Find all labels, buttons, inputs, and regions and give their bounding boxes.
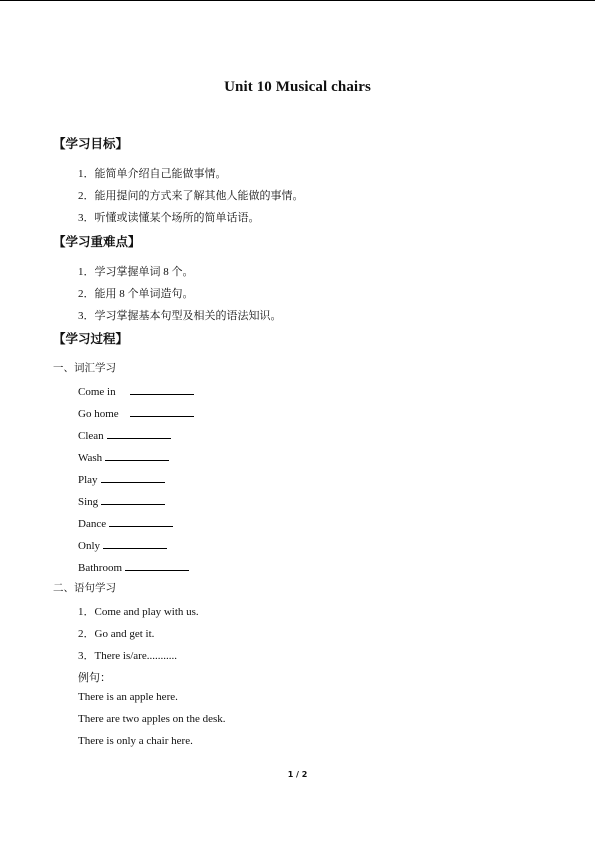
blank-line — [109, 515, 173, 527]
key-point-item: 3．学习掌握基本句型及相关的语法知识。 — [78, 310, 282, 322]
vocab-row — [78, 493, 165, 508]
vocab-word: Bathroom — [78, 562, 122, 574]
sentence-item: 3．There is/are........... — [78, 650, 177, 662]
vocab-word: Only — [78, 540, 100, 552]
vocab-row — [78, 427, 171, 442]
section-heading-goals: 【学习目标】 — [53, 136, 129, 151]
example-sentence: There is an apple here. — [78, 691, 178, 703]
page-title: Unit 10 Musical chairs — [224, 79, 371, 95]
blank-line — [130, 383, 194, 395]
example-label: 例句： — [78, 672, 111, 684]
vocab-row — [78, 559, 189, 574]
vocab-heading: 一、词汇学习 — [53, 362, 116, 374]
vocab-word: Sing — [78, 496, 99, 508]
top-rule — [0, 0, 595, 1]
goal-item: 3．听懂或读懂某个场所的简单话语。 — [78, 212, 260, 224]
blank-line — [107, 427, 171, 439]
vocab-word: Come in — [78, 386, 116, 398]
sentence-item: 2．Go and get it. — [78, 628, 155, 640]
page-number: 1 / 2 — [287, 770, 308, 779]
vocab-word: Wash — [78, 452, 103, 464]
vocab-word: Play — [78, 474, 98, 486]
blank-line — [101, 471, 165, 483]
sentence-heading: 二、语句学习 — [53, 582, 116, 594]
vocab-word: Clean — [78, 430, 104, 442]
vocab-row — [78, 537, 167, 552]
vocab-word: Go home — [78, 408, 119, 420]
key-point-item: 2．能用 8 个单词造句。 — [78, 288, 194, 300]
section-heading-key-points: 【学习重难点】 — [53, 234, 141, 249]
key-point-item: 1．学习掌握单词 8 个。 — [78, 266, 194, 278]
blank-line — [103, 537, 167, 549]
blank-line — [105, 449, 169, 461]
blank-line — [125, 559, 189, 571]
vocab-word: Dance — [78, 518, 107, 530]
vocab-row — [78, 449, 169, 464]
example-sentence: There is only a chair here. — [78, 735, 193, 747]
goal-item: 1．能简单介绍自己能做事情。 — [78, 168, 227, 180]
section-heading-process: 【学习过程】 — [53, 331, 129, 346]
blank-line — [101, 493, 165, 505]
goal-item: 2．能用提问的方式来了解其他人能做的事情。 — [78, 190, 304, 202]
vocab-row — [78, 405, 194, 420]
vocab-row — [78, 471, 165, 486]
example-sentence: There are two apples on the desk. — [78, 713, 226, 725]
sentence-item: 1．Come and play with us. — [78, 606, 199, 618]
vocab-row — [78, 515, 173, 530]
vocab-row — [78, 383, 194, 398]
blank-line — [130, 405, 194, 417]
